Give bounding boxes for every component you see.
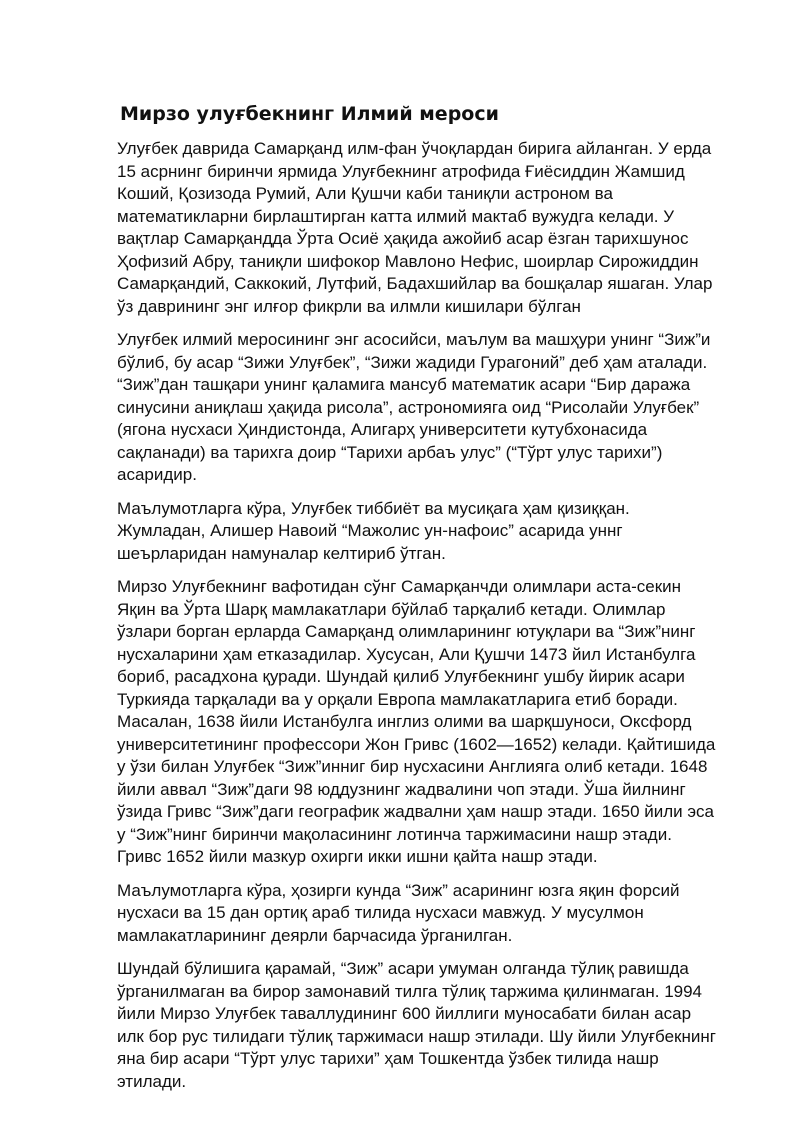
paragraph-zij-heritage: Улуғбек илмий меросининг энг асосийси, маълум ва машҳури унинг “Зиж”и бўлиб, бу асар “Зижи Улуғбек”, “Зижи жадиди Гурагоний” деб ҳам аталади. “Зиж”дан ташқари унинг қаламига мансуб математик асари “Бир даража синусини аниқлаш ҳақида рисола”, астрономияга оид “Рисолайи Улуғбек” (ягона нусхаси Ҳиндистонда, Алигарҳ университети кутубхонасида сақланади) ва тарихга доир “Тарихи арбаъ улус” (“Тўрт улус тарихи”) асаридир. [117, 330, 711, 484]
paragraph-scholars: Улуғбек даврида Самарқанд илм-фан ўчоқлардан бирига айланган. У ерда 15 асрнинг биринчи ярмида Улуғбекнинг атрофида Ғиёсиддин Жамшид Коший, Қозизода Румий, Али Қушчи каби таниқли астроном ва математикларни бирлаштирган катта илмий мактаб вужудга келади. У вақтлар Самарқандда Ўрта Осиё ҳақида ажойиб асар ёзган тарихшунос Ҳофизий Абру, таниқли шифокор Мавлоно Нефис, шоирлар Сирожиддин Самарқандий, Саккокий, Лутфий, Бадахшийлар ва бошқалар яшаган. Улар ўз даврининг энг илғор фикрли ва илмли кишилари бўлган [117, 139, 713, 316]
paragraph-manuscripts: Маълумотларга кўра, ҳозирги кунда “Зиж” асарининг юзга яқин форсий нусхаси ва 15 дан ортиқ араб тилида нусхаси мавжуд. У мусулмон мамлакатларининг деярли барчасида ўрганилган. [117, 880, 680, 945]
paragraph-translations: Шундай бўлишига қарамай, “Зиж” асари умуман олганда тўлиқ равишда ўрганилмаган ва бирор замонавий тилга тўлиқ таржима қилинмаган. 1994 йили Мирзо Улуғбек таваллудининг 600 йиллиги муносабати билан асар илк бор рус тилидаги тўлиқ таржимаси нашр этилади. Шу йили Улуғбекнинг яна бир асари “Тўрт улус тарихи” ҳам Тошкентда ўзбек тилида нашр этилади. [117, 959, 716, 1091]
paragraph-medicine-music: Маълумотларга кўра, Улуғбек тиббиёт ва мусиқага ҳам қизиққан. Жумладан, Алишер Навоий “Мажолис ун-нафоис” асарида уннг шеърларидан намуналар келтириб ўтган. [117, 498, 630, 563]
paragraph-spread-europe: Мирзо Улуғбекнинг вафотидан сўнг Самарқанчди олимлари аста-секин Яқин ва Ўрта Шарқ мамлакатлари бўйлаб тарқалиб кетади. Олимлар ўзлари борган ерларда Самарқанд олимларининг ютуқлари ва “Зиж”нинг нусхаларини ҳам етказадилар. Хусусан, Али Қушчи 1473 йил Истанбулга бориб, расадхона қуради. Шундай қилиб Улуғбекнинг ушбу йирик асари Туркияда тарқалади ва у орқали Европа мамлакатларига етиб боради. Масалан, 1638 йили Истанбулга инглиз олими ва шарқшуноси, Оксфорд университетининг профессори Жон Гривс (1602—1652) келади. Қайтишида у ўзи билан Улуғбек “Зиж”инниг бир нусхасини Англияга олиб кетади. 1648 йили аввал “Зиж”даги 98 юддузнинг жадвалини чоп этади. Ўша йилнинг ўзида Гривс “Зиж”даги географик жадвални ҳам нашр этади. 1650 йили эса у “Зиж”нинг биринчи мақоласининг лотинча таржимасини нашр этади. Гривс 1652 йили мазкур охирги икки ишни қайта нашр этади. [117, 577, 716, 866]
document-title: Мирзо улуғбекнинг Илмий мероси [120, 103, 499, 125]
document-body [117, 138, 717, 1104]
